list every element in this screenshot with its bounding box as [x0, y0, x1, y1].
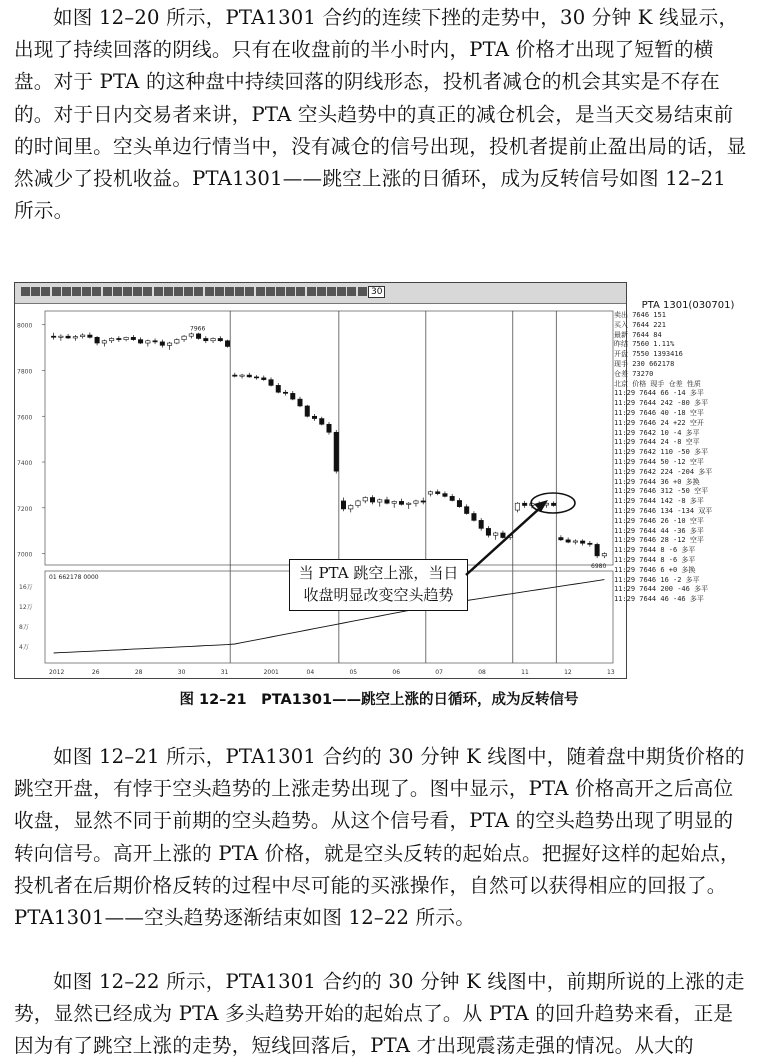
- quote-summary-row: 买入 7644 221: [614, 320, 666, 329]
- volume-panel-label: 01 662178 0000: [49, 574, 99, 581]
- trade-row: 11:29 7644 46 -46 多平: [614, 595, 704, 604]
- toolbar-button[interactable]: [52, 287, 61, 296]
- candle: [51, 336, 55, 337]
- trade-row: 11:29 7644 36 +0 多换: [614, 477, 700, 486]
- candle: [204, 338, 208, 340]
- low-marker-label: 6980: [591, 563, 607, 571]
- toolbar-button[interactable]: [92, 287, 101, 296]
- y-tick-label: 7400: [17, 460, 33, 468]
- candle: [580, 541, 584, 543]
- candle: [109, 338, 113, 340]
- x-tick-label: 05: [349, 669, 358, 676]
- candle: [240, 375, 244, 376]
- candle: [73, 337, 77, 338]
- candle: [298, 399, 302, 406]
- toolbar-button[interactable]: [164, 287, 173, 296]
- x-tick-label: 07: [435, 669, 443, 676]
- analysis-paragraph: 如图 12–21 所示，PTA1301 合约的 30 分钟 K 线图中，随着盘中期货价格的跳空开盘，有悖于空头趋势的上涨走势出现了。图中显示，PTA 价格高开之后高位收盘，显然不同于前期的空头趋势。从这个信号看，PTA 的空头趋势出现了明显的转向信号。高开上涨的 PTA 价格，就是空头反转的起始点。把握好这样的起始点，投机者在后期价格反转的过程中尽可能的买涨操作，自然可以获得相应的回报了。PTA1301——空头趋势逐渐结束如图 12–22 所示。: [14, 745, 745, 930]
- trade-row: 11:29 7644 200 -46 多平: [614, 585, 709, 594]
- trade-row: 11:29 7646 40 -18 空平: [614, 408, 704, 417]
- x-tick-label: 31: [220, 669, 229, 676]
- trade-row: 11:29 7642 110 -50 多平: [614, 448, 709, 457]
- y-tick-label: 7200: [17, 505, 33, 513]
- trade-row: 11:29 7644 50 -12 空平: [614, 457, 704, 466]
- candle: [117, 338, 121, 339]
- trade-row: 11:29 7644 24 -8 空平: [614, 438, 700, 447]
- candle: [407, 503, 411, 504]
- candle: [515, 503, 519, 510]
- candle: [341, 501, 345, 509]
- toolbar-button[interactable]: [296, 287, 305, 296]
- candle: [457, 500, 461, 506]
- candle: [262, 378, 266, 380]
- candle: [573, 541, 577, 542]
- candle: [66, 336, 70, 338]
- candle: [88, 335, 92, 337]
- quote-panel: [614, 300, 758, 605]
- toolbar-button[interactable]: [347, 287, 356, 296]
- candle: [167, 343, 171, 345]
- candle: [182, 336, 186, 339]
- quote-title: PTA 1301(030701): [641, 300, 735, 311]
- candle: [327, 424, 331, 432]
- candle: [522, 503, 526, 505]
- candle: [312, 416, 316, 418]
- period-selector[interactable]: 30: [368, 286, 385, 298]
- candle: [247, 375, 251, 377]
- quote-summary-row: 昨结 7560 1.11%: [614, 340, 675, 349]
- candlestick-chart: [15, 303, 615, 678]
- trade-row: 11:29 7646 26 -10 空平: [614, 516, 704, 525]
- candle: [436, 492, 440, 494]
- x-tick-label: 2001: [263, 669, 279, 676]
- quote-summary: [614, 311, 758, 380]
- x-tick-label: 13: [607, 669, 615, 676]
- candle: [131, 337, 135, 339]
- toolbar-button[interactable]: [133, 287, 142, 296]
- candle: [160, 342, 164, 345]
- toolbar-button[interactable]: [307, 287, 316, 296]
- toolbar-button[interactable]: [256, 287, 265, 296]
- candle: [175, 340, 179, 343]
- candle: [276, 385, 280, 392]
- candle: [479, 520, 483, 528]
- quote-summary-row: 开盘 7550 1393416: [614, 350, 683, 359]
- candle: [138, 340, 142, 343]
- trade-row: 11:29 7644 8 -6 多平: [614, 555, 696, 564]
- candle: [551, 503, 555, 505]
- candle: [189, 334, 193, 336]
- candle: [305, 406, 309, 416]
- trade-row: 11:29 7642 224 -204 多平: [614, 467, 713, 476]
- trade-row: 11:29 7642 10 -4 多平: [614, 428, 700, 437]
- price-plot-frame: [45, 311, 613, 565]
- trades-list: [614, 389, 758, 605]
- candle: [414, 501, 418, 503]
- toolbar-button[interactable]: [276, 287, 285, 296]
- toolbar-button[interactable]: [113, 287, 122, 296]
- continuation-paragraph: 如图 12–22 所示，PTA1301 合约的 30 分钟 K 线图中，前期所说的上涨的走势，显然已经成为 PTA 多头趋势开始的起始点了。从 PTA 的回升趋势来看，正是因为有了跳空上涨的走势，短线回落后，PTA 才出现震荡走强的情况。从大的: [14, 970, 745, 1058]
- chart-figure: [14, 282, 627, 679]
- candle: [254, 377, 258, 378]
- candle: [334, 432, 338, 471]
- candle: [146, 341, 150, 343]
- x-tick-label: 28: [134, 669, 143, 676]
- candle: [211, 338, 215, 340]
- candle: [566, 540, 570, 542]
- chart-annotation: [289, 559, 468, 611]
- x-tick-label: 26: [91, 669, 100, 676]
- candle: [283, 392, 287, 393]
- toolbar-button[interactable]: [327, 287, 336, 296]
- toolbar-button[interactable]: [31, 287, 40, 296]
- y-tick-label: 7600: [17, 414, 33, 422]
- toolbar-button[interactable]: [266, 287, 275, 296]
- trade-row: 11:29 7646 16 -2 多平: [614, 575, 700, 584]
- candle: [124, 337, 128, 339]
- candle: [493, 533, 497, 535]
- trade-row: 11:29 7646 24 +22 空开: [614, 418, 704, 427]
- toolbar-button[interactable]: [41, 287, 50, 296]
- candle: [356, 501, 360, 506]
- toolbar-button[interactable]: [82, 287, 91, 296]
- toolbar-button[interactable]: [286, 287, 295, 296]
- x-tick-label: 11: [521, 669, 529, 676]
- candle: [544, 503, 548, 505]
- candle: [588, 543, 592, 544]
- volume-tick-label: 12万: [19, 604, 33, 611]
- candle: [370, 497, 374, 502]
- toolbar-button[interactable]: [174, 287, 183, 296]
- candle: [153, 341, 157, 342]
- candle: [349, 506, 353, 509]
- candle: [530, 504, 534, 506]
- trade-row: 11:29 7644 66 -14 多平: [614, 389, 704, 398]
- candle: [225, 341, 229, 347]
- volume-tick-label: 16万: [19, 584, 33, 591]
- high-marker-label: 7966: [190, 325, 206, 333]
- quote-summary-row: 仓差 73270: [614, 369, 654, 378]
- trade-row: 11:29 7646 6 +0 多换: [614, 565, 696, 574]
- candle: [602, 554, 606, 556]
- trade-row: 11:29 7646 134 -134 双平: [614, 506, 713, 515]
- candle: [508, 535, 512, 537]
- trade-row: 11:29 7644 142 -8 多平: [614, 497, 704, 506]
- y-tick-label: 7000: [17, 551, 33, 559]
- intro-paragraph: 如图 12–20 所示，PTA1301 合约的连续下挫的走势中，30 分钟 K 线显示，出现了持续回落的阴线。只有在收盘前的半小时内，PTA 价格才出现了短暂的横盘。对于 PTA 的这种盘中持续回落的阴线形态，投机者减仓的机会其实是不存在的。对于日内交易者来讲，PTA 空头趋势中的真正的减仓机会，是当天交易结束前的时间里。空头单边行情当中，没有减仓的信号出现，投机者提前止盈出局的话，显然减少了投机收益。PTA1301——跳空上涨的日循环，成为反转信号如图 12–21 所示。: [14, 6, 747, 223]
- candle: [399, 501, 403, 504]
- candle: [464, 507, 468, 514]
- toolbar-button[interactable]: [358, 287, 367, 296]
- candle: [428, 492, 432, 494]
- trades-header: 北京 价格 现手 仓差 性质: [614, 379, 701, 388]
- toolbar-button[interactable]: [215, 287, 224, 296]
- toolbar-button[interactable]: [337, 287, 346, 296]
- chart-toolbar: [15, 283, 626, 304]
- x-tick-label: 08: [478, 669, 486, 676]
- candle: [595, 544, 599, 555]
- quote-summary-row: 现手 230 662178: [614, 359, 675, 368]
- candle: [537, 504, 541, 505]
- candle: [385, 500, 389, 503]
- trade-row: 11:29 7646 28 -12 空平: [614, 536, 704, 545]
- candle: [392, 501, 396, 503]
- toolbar-button[interactable]: [194, 287, 203, 296]
- toolbar-button[interactable]: [235, 287, 244, 296]
- toolbar-button[interactable]: [154, 287, 163, 296]
- candle: [443, 494, 447, 497]
- toolbar-button[interactable]: [62, 287, 71, 296]
- candle: [472, 514, 476, 521]
- volume-tick-label: 4万: [19, 644, 29, 651]
- quote-summary-row: 卖出 7646 151: [614, 311, 666, 319]
- trade-row: 11:29 7644 242 -80 多平: [614, 399, 709, 408]
- x-tick-label: 06: [392, 669, 401, 676]
- x-tick-label: 2012: [49, 669, 65, 676]
- toolbar-button[interactable]: [123, 287, 132, 296]
- candle: [95, 337, 99, 343]
- candle: [501, 533, 505, 538]
- candle: [486, 528, 490, 535]
- x-tick-label: 12: [564, 669, 572, 676]
- candle: [233, 375, 237, 376]
- toolbar-button[interactable]: [245, 287, 254, 296]
- toolbar-button[interactable]: [143, 287, 152, 296]
- trade-row: 11:29 7646 312 -50 空平: [614, 487, 709, 496]
- toolbar-button[interactable]: [103, 287, 112, 296]
- x-tick-label: 30: [177, 669, 186, 676]
- y-tick-label: 8000: [17, 322, 33, 330]
- toolbar-button[interactable]: [225, 287, 234, 296]
- toolbar-button[interactable]: [317, 287, 326, 296]
- volume-tick-label: 8万: [19, 624, 29, 631]
- annotation-line-2: 收盘明显改变空头趋势: [303, 586, 454, 604]
- annotation-line-1: 当 PTA 跳空上涨，当日: [298, 564, 459, 582]
- x-tick-label: 04: [306, 669, 315, 676]
- candle: [450, 496, 454, 500]
- trade-row: 11:29 7644 44 -36 多平: [614, 526, 704, 535]
- figure-caption: 图 12–21 PTA1301——跳空上涨的日循环，成为反转信号: [179, 692, 579, 708]
- candle: [196, 334, 200, 339]
- candle: [59, 336, 63, 337]
- trade-row: 11:29 7644 8 -6 多平: [614, 546, 696, 555]
- candle: [320, 419, 324, 425]
- toolbar-button[interactable]: [72, 287, 81, 296]
- candle: [102, 341, 106, 343]
- quote-summary-row: 最新 7644 84: [614, 330, 662, 339]
- toolbar-button[interactable]: [205, 287, 214, 296]
- candle: [363, 497, 367, 500]
- toolbar-button[interactable]: [21, 287, 30, 296]
- candle: [421, 501, 425, 502]
- y-tick-label: 7800: [17, 368, 33, 376]
- toolbar-button[interactable]: [184, 287, 193, 296]
- candle: [291, 393, 295, 399]
- candle: [378, 500, 382, 502]
- candle: [80, 335, 84, 337]
- candle: [269, 380, 273, 386]
- candle: [559, 538, 563, 540]
- candle: [218, 338, 222, 340]
